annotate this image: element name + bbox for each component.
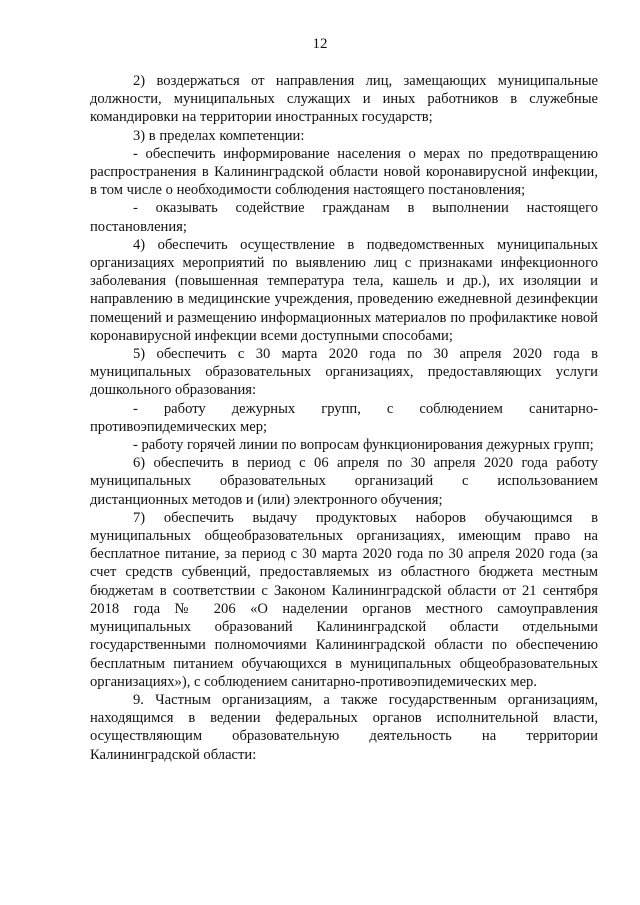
document-body	[90, 72, 598, 764]
paragraph-subitem-hotline: - работу горячей линии по вопросам функционирования дежурных групп;	[133, 437, 594, 454]
paragraph-item-3: 3) в пределах компетенции:	[133, 127, 305, 144]
paragraph-item-2: 2) воздержаться от направления лиц, замещающих муниципальные должности, муниципальных служащих и иных работников в служебные командировки на территории иностранных государств;	[90, 73, 598, 126]
page-number: 12	[312, 36, 328, 52]
paragraph-subitem-duty-groups: - работу дежурных групп, с соблюдением санитарно-противоэпидемических мер;	[90, 400, 598, 435]
paragraph-item-7: 7) обеспечить выдачу продуктовых наборов обучающимся в муниципальных общеобразовательных организациях, имеющим право на бесплатное питание, за период с 30 марта 2020 года по 30 апреля 2020 года (за счет средств субвенций, предоставляемых из областного бюджета местным бюджетам в соответствии с Законом Калининградской области от 21 сентября 2018 года № 206 «О наделении органов местного самоуправления муниципальных образований Калининградской области отдельными государственными полномочиями Калининградской области по обеспечению бесплатным питанием обучающихся в муниципальных общеобразовательных организациях»), с соблюдением санитарно-противоэпидемических мер.	[90, 509, 598, 690]
paragraph-subitem-assist: - оказывать содействие гражданам в выполнении настоящего постановления;	[90, 200, 598, 235]
paragraph-item-4: 4) обеспечить осуществление в подведомственных муниципальных организациях мероприятий по выявлению лиц с признаками инфекционного заболевания (повышенная температура тела, кашель и др.), их изоляции и направлению в медицинские учреждения, проведению ежедневной дезинфекции помещений и размещению информационных материалов по профилактике новой коронавирусной инфекции всеми доступными способами;	[90, 236, 598, 344]
paragraph-item-6: 6) обеспечить в период с 06 апреля по 30 апреля 2020 года работу муниципальных образовательных организаций с использованием дистанционных методов и (или) электронного обучения;	[90, 455, 598, 508]
paragraph-subitem-inform: - обеспечить информирование населения о мерах по предотвращению распространения в Калининградской области новой коронавирусной инфекции, в том числе о необходимости соблюдения настоящего постановления;	[90, 145, 598, 199]
paragraph-item-5: 5) обеспечить с 30 марта 2020 года по 30 апреля 2020 года в муниципальных образовательных организациях, предоставляющих услуги дошкольного образования:	[90, 346, 598, 399]
paragraph-section-9: 9. Частным организациям, а также государственным организациям, находящимся в ведении федеральных органов исполнительной власти, осуществляющим образовательную деятельность на территории Калининградской области:	[90, 691, 598, 763]
